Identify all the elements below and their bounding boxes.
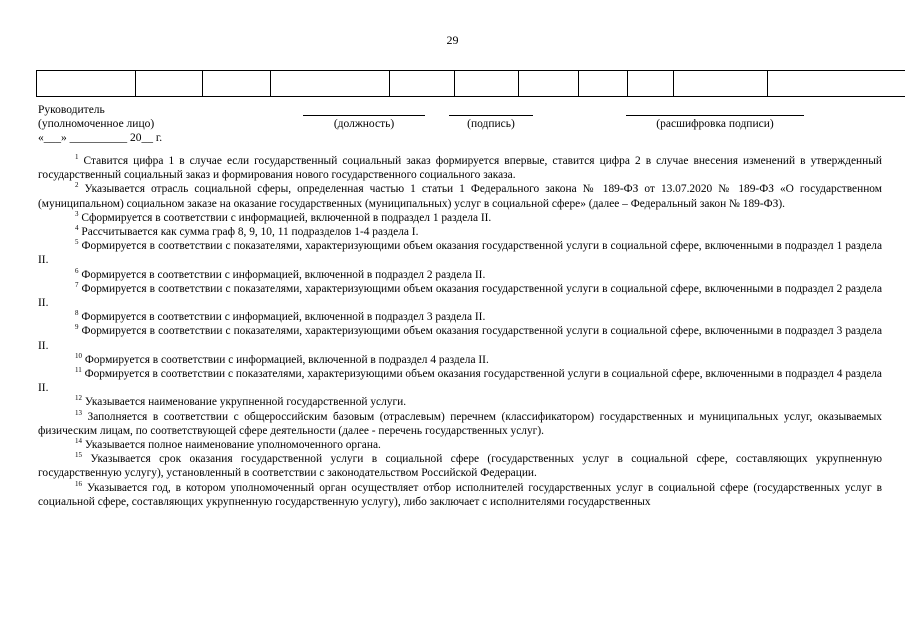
footnote [38, 282, 882, 310]
table-row [37, 71, 905, 97]
position-line [303, 115, 425, 116]
footnotes [38, 154, 882, 509]
footnote-text: Формируется в соответствии с информацией, включенной в подраздел 3 раздела II. [81, 311, 486, 324]
table-cell [628, 71, 674, 97]
decoding-caption: (расшифровка подписи) [656, 118, 774, 130]
footnote-number: 1 [75, 153, 79, 161]
signatory-role [38, 103, 154, 131]
footnote-number: 5 [75, 238, 79, 247]
footnote [38, 310, 882, 324]
role-line-1: Руководитель [38, 104, 105, 116]
footnote [38, 395, 882, 409]
footnote [38, 239, 882, 267]
footnote-text: Указывается год, в котором уполномоченный орган осуществляет отбор исполнителей государственных услуг в социальной сфере (государственных услуг в социальной сфере, составляющих укрупненную государственную услугу), либо заключает с исполнителями государственных [38, 481, 882, 508]
footnote [38, 367, 882, 395]
footnote-number: 3 [75, 209, 79, 218]
role-line-2: (уполномоченное лицо) [38, 118, 155, 130]
decoding-line [626, 115, 804, 116]
table-cell [37, 71, 136, 97]
table-cell [768, 71, 905, 97]
table-cell [136, 71, 203, 97]
footnote-number: 10 [75, 351, 82, 360]
table-cell [579, 71, 628, 97]
signature-block [38, 103, 884, 147]
footnote-text: Рассчитывается как сумма граф 8, 9, 10, 11 подразделов 1-4 раздела I. [81, 226, 419, 239]
footnote-number: 13 [75, 408, 82, 417]
footnote [38, 481, 882, 509]
footnote [38, 211, 882, 225]
table-cell [203, 71, 271, 97]
footnote [38, 182, 882, 210]
signature-caption: (подпись) [467, 118, 515, 130]
table-cell [519, 71, 579, 97]
position-caption: (должность) [333, 118, 395, 130]
footnote [38, 438, 882, 452]
footnote-number: 6 [75, 266, 79, 275]
table-cell [674, 71, 768, 97]
table-cell [455, 71, 519, 97]
footnote [38, 353, 882, 367]
footnote [38, 452, 882, 480]
footnote-text: Формируется в соответствии с показателями, характеризующими объем оказания государственной услуги в социальной сфере, включенными в подраздел 1 раздела II. [38, 240, 882, 267]
signature-line [449, 115, 533, 116]
footnote-text: Формируется в соответствии с показателями, характеризующими объем оказания государственной услуги в социальной сфере, включенными в подраздел 3 раздела II. [38, 325, 882, 352]
footnote [38, 324, 882, 352]
footnote [38, 225, 882, 239]
footnote-number: 7 [75, 280, 79, 289]
table-cell [271, 71, 390, 97]
footnote-number: 4 [75, 224, 79, 233]
date-line: «___» __________ 20__ г. [38, 132, 163, 144]
page-number: 29 [446, 33, 459, 47]
footnote-text: Ставится цифра 1 в случае если государственный социальный заказ формируется впервые, ставится цифра 2 в случае внесения изменений в утвержденный государственный социальный заказ и формирования нового государственного социального заказа. [38, 155, 882, 182]
footnote-number: 8 [75, 309, 79, 318]
footnote-text: Указывается срок оказания государственной услуги в социальной сфере (государственных услуг в социальной сфере, составляющих укрупненную государственную услугу), установленный в соответствии с законодательством Российской Федерации. [38, 453, 883, 480]
footnote-number: 9 [75, 323, 79, 332]
footnote-text: Сформируется в соответствии с информацией, включенной в подраздел 1 раздела II. [81, 211, 492, 224]
footnote-text: Указывается отрасль социальной сферы, определенная частью 1 статьи 1 Федерального закона № 189-ФЗ от 13.07.2020 № 189-ФЗ «О государственном (муниципальном) социальном заказе на оказание государственных (муниципальных) услуг в социальной сфере» (далее – Федеральный закон № 189-ФЗ). [38, 183, 882, 210]
footnote [38, 154, 882, 182]
footnote-text: Указывается полное наименование уполномоченного органа. [84, 439, 381, 452]
footnote-number: 15 [75, 451, 82, 460]
footnote-number: 11 [75, 366, 82, 375]
footnote-number: 14 [75, 437, 82, 446]
footnote-text: Формируется в соответствии с информацией, включенной в подраздел 2 раздела II. [81, 268, 486, 281]
footnote [38, 268, 882, 282]
footnote-text: Заполняется в соответствии с общероссийским базовым (отраслевым) перечнем (классификатором) государственных и муниципальных услуг, оказываемых физическим лицам, по соответствующей сфере деятельности (далее - перечень государственных услуг). [38, 410, 882, 437]
footnote-text: Формируется в соответствии с информацией, включенной в подраздел 4 раздела II. [84, 353, 489, 366]
footnote-number: 2 [75, 181, 79, 190]
footnote-text: Формируется в соответствии с показателями, характеризующими объем оказания государственной услуги в социальной сфере, включенными в подраздел 4 раздела II. [38, 368, 882, 395]
footnote [38, 410, 882, 438]
footnote-text: Формируется в соответствии с показателями, характеризующими объем оказания государственной услуги в социальной сфере, включенными в подраздел 2 раздела II. [38, 282, 882, 310]
footnote-number: 16 [75, 479, 82, 488]
footnote-number: 12 [75, 394, 82, 403]
footnote-text: Указывается наименование укрупненной государственной услуги. [84, 396, 407, 409]
table-cell [390, 71, 455, 97]
blank-table [36, 70, 905, 97]
